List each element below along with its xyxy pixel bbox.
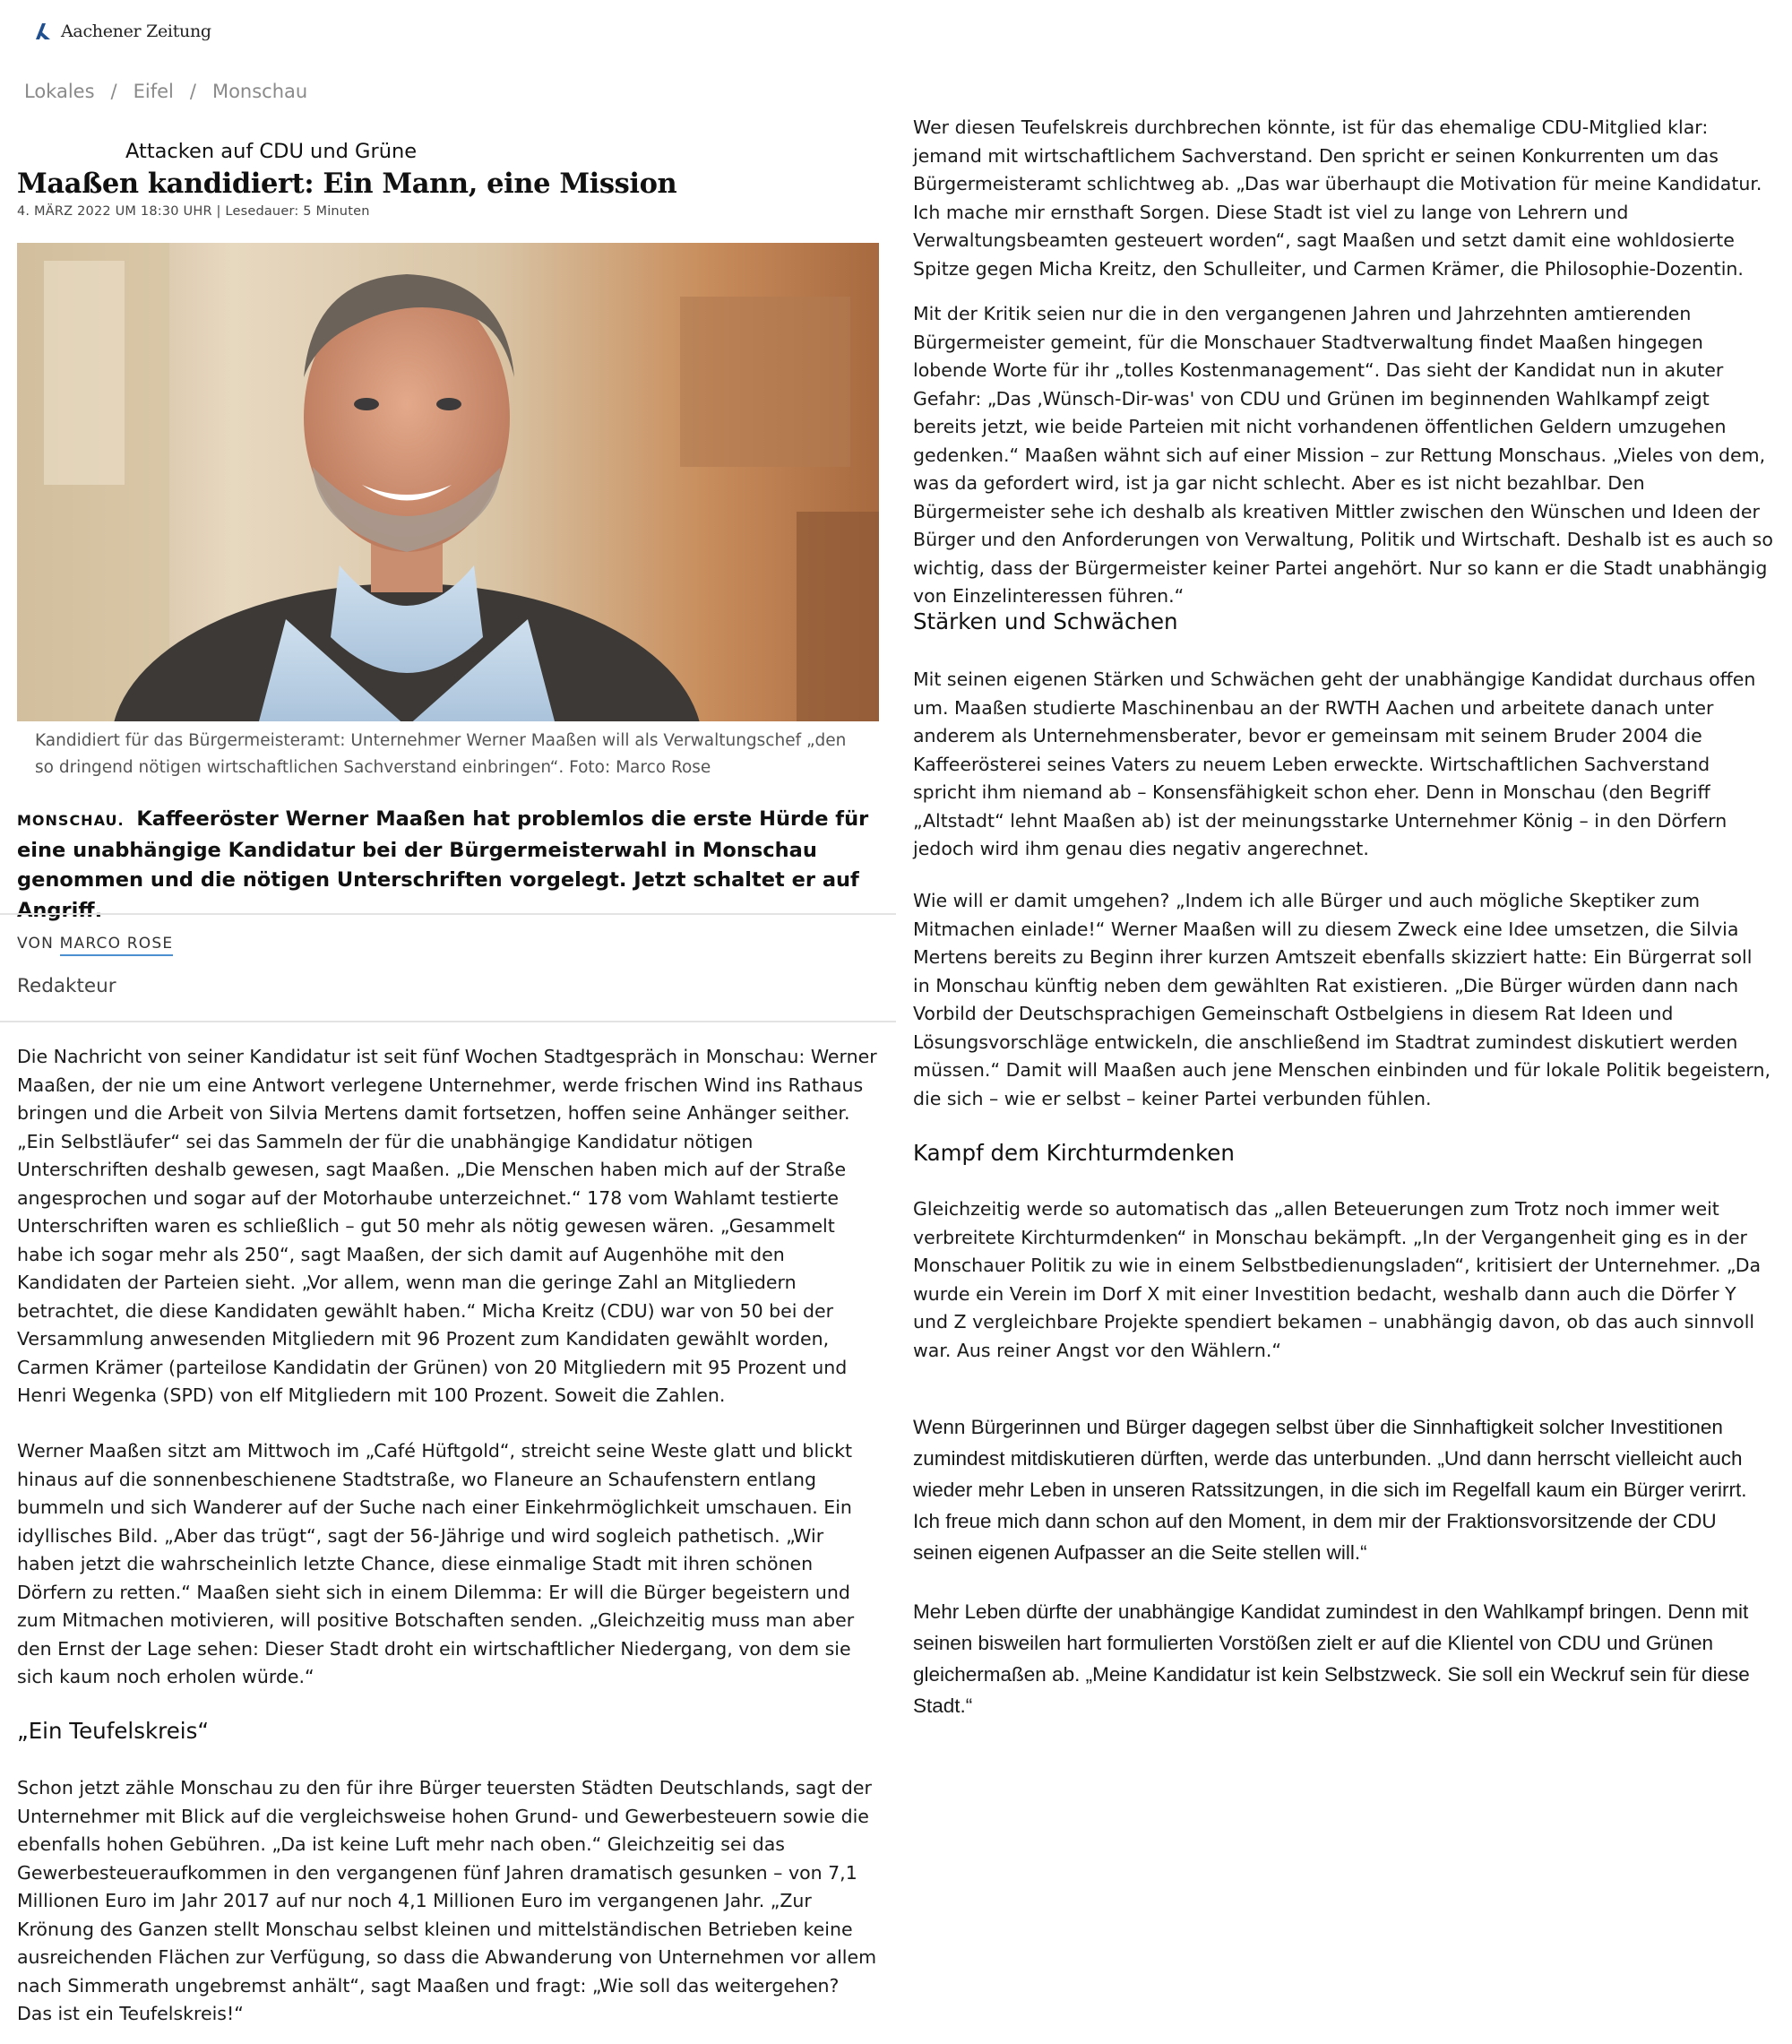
paragraph: Mit seinen eigenen Stärken und Schwächen geht der unabhängige Kandidat durchaus offen um. Maaßen studierte Maschinenbau an der RWTH Aachen und arbeitete danach unter anderem als Unternehmensberater, bevor er gemeinsam mit seinem Bruder 2004 die Kaffeerösterei seines Vaters zu neuem Leben erweckte. Wirtschaftlichen Sachverstand spricht ihm niemand ab – Konsensfähigkeit schon eher. Denn in Monschau (den Begriff „Altstadt“ lehnt Maaßen ab) ist der meinungsstarke Unternehmer König – in den Dörfern jedoch wird ihm genau dies negativ angerechnet. [913,668,1756,859]
paragraph: Werner Maaßen sitzt am Mittwoch im „Café Hüftgold“, streicht seine Weste glatt und blickt hinaus auf die sonnenbeschienene Stadtstraße, wo Flaneure an Schaufenstern entlang bummeln und sich Wanderer auf der Suche nach einer Einkehrmöglichkeit umschauen. Ein idyllisches Bild. „Aber das trügt“, sagt der 56-Jährige und wird sogleich pathetisch. „Wir haben jetzt die wahrscheinlich letzte Chance, diese einmalige Stadt mit ihren schönen Dörfern zu retten.“ Maaßen sieht sich in einem Dilemma: Er will die Bürger begeistern und zum Mitmachen motivieren, will positive Botschaften senden. „Gleichzeitig muss man aber den Ernst der Lage sehen: Dieser Stadt droht ein wirtschaftlicher Niedergang, von dem sie sich kaum noch erholen würde.“ [17,1440,855,1687]
lead-text: Kaffeeröster Werner Maaßen hat problemlos die erste Hürde für eine unabhängige Kandidatur bei der Bürgermeisterwahl in Monschau genommen und die nötigen Unterschriften vorgelegt. Jetzt schaltet er auf Angriff. [17,807,869,922]
author-link[interactable]: MARCO ROSE [60,935,174,956]
divider [0,1021,896,1022]
byline-prefix: VON [17,935,55,953]
subheading: Stärken und Schwächen [913,608,1178,634]
paragraph: Wer diesen Teufelskreis durchbrechen könnte, ist für das ehemalige CDU-Mitglied klar: jemand mit wirtschaftlichem Sachverstand. Den spricht er seinen Konkurrenten um das Bürgermeisteramt schlichtweg ab. „Das war überhaupt die Motivation für meine Kandidatur. Ich mache mir ernsthaft Sorgen. Diese Stadt ist viel zu lange von Lehrern und Verwaltungsbeamten gesteuert worden“, sagt Maaßen und setzt damit eine wohldosierte Spitze gegen Micha Kreitz, den Schulleiter, und Carmen Krämer, die Philosophie-Dozentin. [913,116,1762,280]
paragraph: Wie will er damit umgehen? „Indem ich alle Bürger und auch mögliche Skeptiker zum Mitmachen einlade!“ Werner Maaßen will zu diesem Zweck eine Idee umsetzen, die Silvia Mertens bereits zu Beginn ihrer kurzen Amtszeit ebenfalls skizziert hatte: Ein Bürgerrat soll in Monschau künftig neben dem gewählten Rat existieren. „Die Bürger würden dann nach Vorbild der Deutschsprachigen Gemeinschaft Ostbelgiens in diesem Rat Ideen und Lösungsvorschläge entwickeln, die anschließend im Stadtrat zumindest diskutiert werden müssen.“ Damit will Maaßen auch jene Menschen einbinden und für lokale Politik begeistern, die sich – wie er selbst – keiner Partei verbunden fühlen. [913,890,1770,1109]
divider [0,913,896,915]
logo-text: Aachener Zeitung [61,22,211,41]
az-logo-mark-icon [34,22,52,41]
breadcrumb-separator: / [189,81,196,102]
article-meta: 4. MÄRZ 2022 UM 18:30 UHR | Lesedauer: 5 Minuten [17,204,370,219]
paragraph: Schon jetzt zähle Monschau zu den für ihre Bürger teuersten Städten Deutschlands, sagt der Unternehmer mit Blick auf die vergleichsweise hohen Grund- und Gewerbesteuern sowie die ebenfalls hohen Gebühren. „Da ist keine Luft mehr nach oben.“ Gleichzeitig sei das Gewerbesteueraufkommen in den vergangenen fünf Jahren dramatisch gesunken – von 7,1 Millionen Euro im Jahr 2017 auf nur noch 4,1 Millionen Euro im vergangenen Jahr. „Zur Krönung des Ganzen stellt Monschau selbst kleinen und mittelständischen Betrieben keine ausreichenden Flächen zur Verfügung, so dass die Abwanderung von Unternehmen vor allem nach Simmerath ungebremst anhält“, sagt Maaßen und fragt: „Wie soll das weitergehen? Das ist ein Teufelskreis!“ [17,1777,877,2024]
dateline: MONSCHAU. [17,812,125,829]
article-headline: Maaßen kandidiert: Ein Mann, eine Mission [17,168,677,200]
breadcrumb-separator: / [110,81,117,102]
portrait-photo [17,243,879,721]
article-kicker: Attacken auf CDU und Grüne [125,140,418,163]
photo-caption: Kandidiert für das Bürgermeisteramt: Unternehmer Werner Maaßen will als Verwaltungschef „den so dringend nötigen wirtschaftlichen Sachverstand einbringen“. Foto: Marco Rose [35,731,847,777]
paragraph: Mit der Kritik seien nur die in den vergangenen Jahren und Jahrzehnten amtierenden Bürgermeister gemeint, für die Monschauer Stadtverwaltung findet Maaßen hingegen lobende Worte für ihr „tolles Kostenmanagement“. Das sieht der Kandidat nun in akuter Gefahr: „Das ‚Wünsch-Dir-was' von CDU und Grünen im beginnenden Wahlkampf zeigt bereits jetzt, wie beide Parteien mit nicht vorhandenen öffentlichen Geldern umzugehen gedenken.“ Maaßen wähnt sich auf einer Mission – zur Rettung Monschaus. „Vieles von dem, was da gefordert wird, ist ja gar nicht schlecht. Aber es ist nicht bezahlbar. Den Bürgermeister sehe ich deshalb als kreativen Mittler zwischen den Wünschen und Ideen der Bürger und den Anforderungen von Verwaltung, Politik und Wirtschaft. Deshalb ist es auch so wichtig, dass der Bürgermeister keiner Partei angehört. Nur so kann er die Stadt unabhängig von Einzelinteressen führen.“ [913,303,1773,607]
subheading: Kampf dem Kirchturmdenken [913,1140,1235,1166]
breadcrumb-item-monschau[interactable]: Monschau [211,81,308,102]
article-lead [17,805,873,926]
paragraph: Die Nachricht von seiner Kandidatur ist seit fünf Wochen Stadtgespräch in Monschau: Werner Maaßen, der nie um eine Antwort verlegene Unternehmer, werde frischen Wind ins Rathaus bringen und die Arbeit von Silvia Mertens damit fortsetzen, hoffen seine Anhänger seither. „Ein Selbstläufer“ sei das Sammeln der für die unabhängige Kandidatur nötigen Unterschriften deshalb gewesen, sagt Maaßen. „Die Menschen haben mich auf der Straße angesprochen und sogar auf der Motorhaube unterzeichnet.“ 178 vom Wahlamt testierte Unterschriften waren es schließlich – gut 50 mehr als nötig gewesen wären. „Gesammelt habe ich sogar mehr als 250“, sagt Maaßen, der sich damit auf Augenhöhe mit den Kandidaten der Parteien sieht. „Vor allem, wenn man die geringe Zahl an Mitgliedern betrachtet, die diese Kandidaten gewählt haben.“ Micha Kreitz (CDU) war von 50 bei der Versammlung anwesenden Mitgliedern mit 96 Prozent zum Kandidaten gewählt worden, Carmen Krämer (parteilose Kandidatin der Grünen) von 20 Mitgliedern mit 95 Prozent und Henri Wegenka (SPD) von elf Mitgliedern mit 100 Prozent. Soweit die Zahlen. [17,1046,877,1406]
paragraph: Wenn Bürgerinnen und Bürger dagegen selbst über die Sinnhaftigkeit solcher Investitionen zumindest mitdiskutieren dürften, werde das unterbunden. „Und dann herrscht vielleicht auch wieder mehr Leben in unseren Ratssitzungen, in die sich im Regelfall kaum ein Bürger verirrt. Ich freue mich dann schon auf den Moment, in dem mir der Fraktionsvorsitzende der CDU seinen eigenen Aufpasser an die Seite stellen will.“ [913,1416,1747,1564]
breadcrumb-item-lokales[interactable]: Lokales [24,81,95,102]
breadcrumb [24,81,307,102]
site-logo[interactable] [34,22,211,41]
breadcrumb-item-eifel[interactable]: Eifel [133,81,174,102]
subheading: „Ein Teufelskreis“ [17,1718,210,1744]
article-photo[interactable] [17,243,879,721]
author-role: Redakteur [17,975,116,997]
byline [17,935,173,953]
paragraph: Gleichzeitig werde so automatisch das „allen Beteuerungen zum Trotz noch immer weit verbreitete Kirchturmdenken“ in Monschau bekämpft. „In der Vergangenheit ging es in der Monschauer Politik zu wie in einem Selbstbedienungsladen“, kritisiert der Unternehmer. „Da wurde ein Verein im Dorf X mit einer Investition bedacht, weshalb dann auch die Dörfer Y und Z vergleichbare Projekte spendiert bekamen – unabhängig davon, ob das auch sinnvoll war. Aus reiner Angst vor den Wählern.“ [913,1198,1762,1361]
paragraph: Mehr Leben dürfte der unabhängige Kandidat zumindest in den Wahlkampf bringen. Denn mit seinen bisweilen hart formulierten Vorstößen zielt er auf die Klientel von CDU und Grünen gleichermaßen ab. „Meine Kandidatur ist kein Selbstzweck. Sie soll ein Weckruf sein für diese Stadt.“ [913,1600,1750,1717]
